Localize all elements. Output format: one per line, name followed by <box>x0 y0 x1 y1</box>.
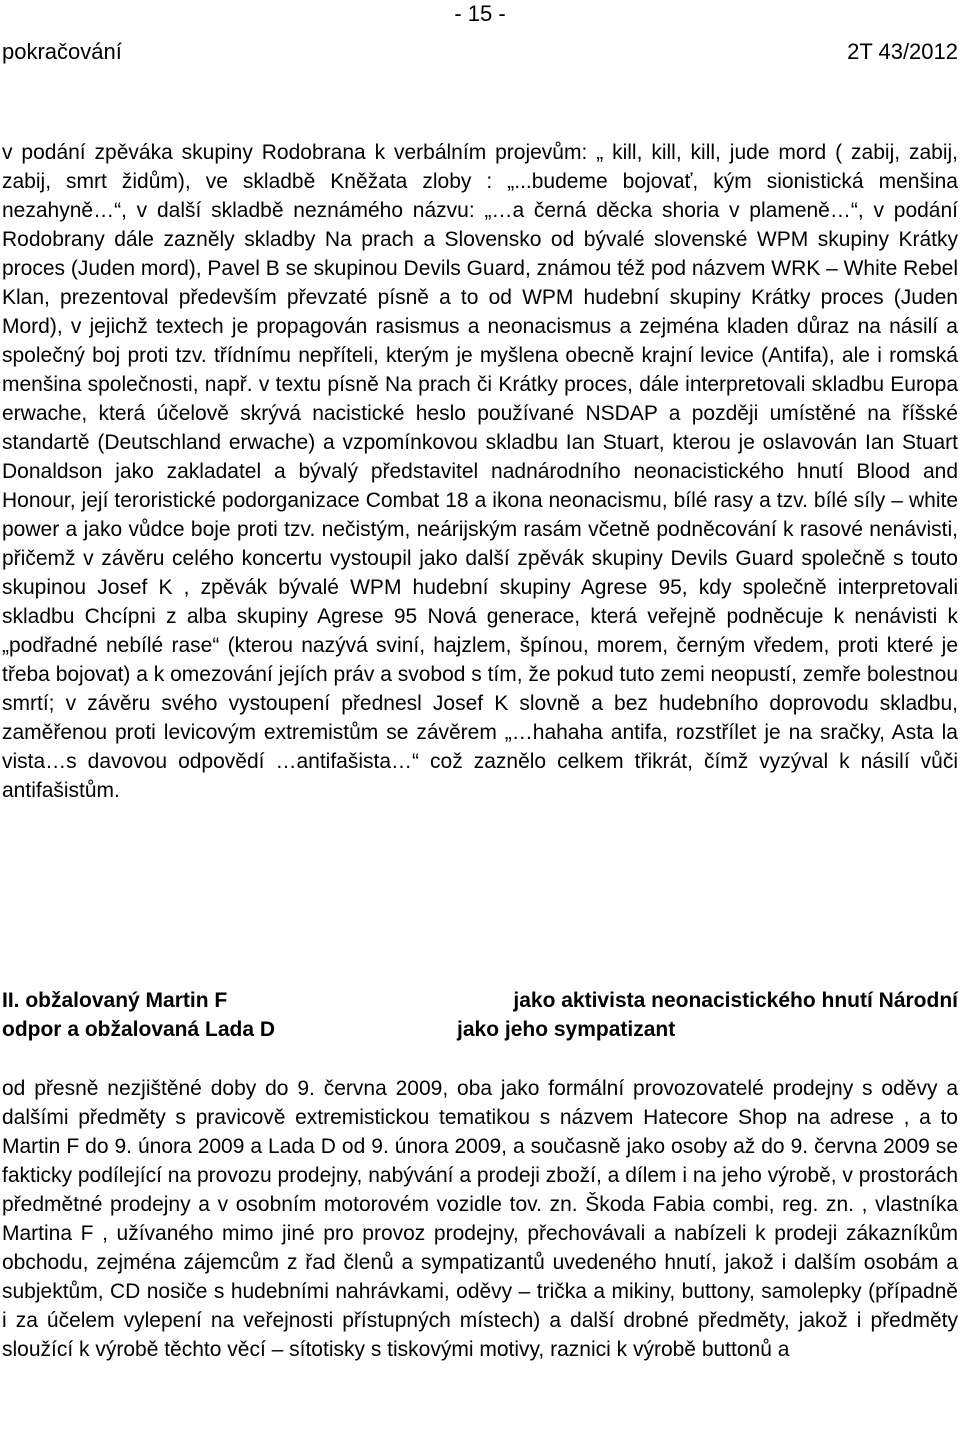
heading-role-2: jako jeho sympatizant <box>457 1018 676 1041</box>
heading-row-2 <box>2 1015 958 1044</box>
heading-role-1: jako aktivista neonacistického hnutí Národní <box>513 989 958 1012</box>
paragraph-concert-description: v podání zpěváka skupiny Rodobrana k verbálním projevům: „ kill, kill, kill, jude mord ( zabij, zabij, zabij, smrt židům), ve skladbě Kněžata zloby : „...budeme bojovať, kým sionistická menšina nezahyně…“, v další skladbě neznámého názvu: „…a černá děcka shoria v plameně…“, v podání Rodobrany dále zazněly skladby Na prach a Slovensko od bývalé slovenské WPM skupiny Krátky proces (Juden mord), Pavel B se skupinou Devils Guard, známou též pod názvem WRK – White Rebel Klan, prezentoval především převzaté písně a to od WPM hudební skupiny Krátky proces (Juden Mord), v jejichž textech je propagován rasismus a neonacismus a zejména kladen důraz na násilí a společný boj proti tzv. třídnímu nepříteli, kterým je myšlena obecně krajní levice (Antifa), ale i romská menšina společnosti, např. v textu písně Na prach či Krátky proces, dále interpretovali skladbu Europa erwache, která účelově skrývá nacistické heslo používané NSDAP a později umístěné na říšské standartě (Deutschland erwache) a vzpomínkovou skladbu Ian Stuart, kterou je oslavován Ian Stuart Donaldson jako zakladatel a bývalý představitel nadnárodního neonacistického hnutí Blood and Honour, její teroristické podorganizace Combat 18 a ikona neonacismu, bílé rasy a tzv. bílé síly – white power a jako vůdce boje proti tzv. nečistým, neárijským rasám včetně podněcování k rasové nenávisti, přičemž v závěru celého koncertu vystoupil jako další zpěvák skupiny Devils Guard společně s touto skupinou Josef K , zpěvák bývalé WPM hudební skupiny Agrese 95, kdy společně interpretovali skladbu Chcípni z alba skupiny Agrese 95 Nová generace, která veřejně podněcuje k nenávisti k „podřadné nebílé rase“ (kterou nazývá sviní, hajzlem, špínou, morem, černým vředem, proti které je třeba bojovat) a k omezování jejích práv a svobod s tím, že pokud tuto zemi neopustí, zemře bolestnou smrtí; v závěru svého vystoupení přednesl Josef K slovně a bez hudebního doprovodu skladbu, zaměřenou proti levicovým extremistům se závěrem „…hahaha antifa, rozstřílet je na sračky, Asta la vista…s davovou odpovědí …antifašista…“ což zaznělo celkem třikrát, čímž vyzýval k násilí vůči antifašistům. <box>2 141 959 802</box>
page-number: - 15 - <box>454 1 506 26</box>
header-case-number: 2T 43/2012 <box>847 39 958 64</box>
heading-row-1 <box>2 986 958 1015</box>
section-heading-defendants <box>2 986 958 1044</box>
header-continuation: pokračování <box>2 39 122 64</box>
heading-defendant-1: II. obžalovaný Martin F <box>2 989 228 1012</box>
heading-defendant-2: odpor a obžalovaná Lada D <box>2 1018 276 1041</box>
paragraph-shop-description: od přesně nezjištěné doby do 9. června 2009, oba jako formální provozovatelé prodejny s oděvy a dalšími předměty s pravicově extremistickou tematikou s názvem Hatecore Shop na adrese , a to Martin F do 9. února 2009 a Lada D od 9. února 2009, a současně jako osoby až do 9. června 2009 se fakticky podílející na provozu prodejny, nabývání a prodeji zboží, a dílem i na jeho výrobě, v prostorách předmětné prodejny a v osobním motorovém vozidle tov. zn. Škoda Fabia combi, reg. zn. , vlastníka Martina F , užívaného mimo jiné pro provoz prodejny, přechovávali a nabízeli k prodeji zákazníkům obchodu, zejména zájemcům z řad členů a sympatizantů uvedeného hnutí, jakož i dalším osobám a subjektům, CD nosiče s hudebními nahrávkami, oděvy – trička a mikiny, buttony, samolepky (případně i za účelem vylepení na veřejnosti přístupných místech) a další drobné předměty, jakož i předměty sloužící k výrobě těchto věcí – sítotisky s tiskovými motivy, raznici k výrobě buttonů a <box>2 1077 958 1361</box>
